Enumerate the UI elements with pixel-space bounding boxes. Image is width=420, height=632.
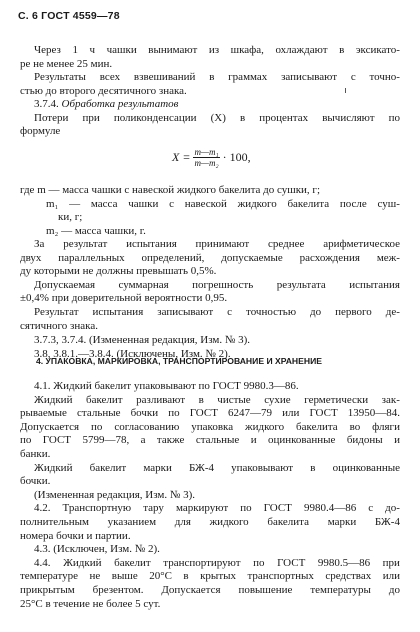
legend-line: где m — масса чашки с навеской жидкого бакелита до сушки, г; (20, 184, 320, 196)
text-line: бочки. (20, 475, 51, 488)
text-line: Жидкий бакелит разливают в чистые сухие герметически зак- (34, 393, 400, 406)
text-line: Результат испытания записывают с точностью до первого де- (34, 305, 400, 318)
text-line: ре не менее 25 мин. (20, 57, 113, 70)
text-line: Результаты всех взвешиваний в граммах записывают с точно- (34, 71, 400, 84)
text-line: стью до второго десятичного знака. (20, 84, 187, 97)
stray-mark (345, 88, 346, 93)
text-line: Потери при поликонденсации (X) в процентах вычисляют по (34, 111, 400, 124)
text-line: ду которыми не должны превышать 0,5%. (20, 265, 217, 278)
legend-line: m₂ — масса чашки, г. (46, 224, 146, 237)
section-4-body (20, 380, 400, 611)
text-line: 4.4. Жидкий бакелит транспортируют по ГОСТ 9980.5—86 при (34, 556, 400, 569)
section-4-heading: 4. УПАКОВКА, МАРКИРОВКА, ТРАНСПОРТИРОВАНИЕ И ХРАНЕНИЕ (36, 356, 322, 366)
section-3-7-4 (20, 98, 400, 139)
text-line: банки. (20, 447, 51, 460)
legend-line: ки, г; (58, 211, 83, 224)
edit-note: (Измененная редакция, Изм. № 3). (34, 488, 196, 501)
formula-rhs: · 100, (222, 150, 251, 164)
text-line: Через 1 ч чашки вынимают из шкафа, охлаждают в эксикато- (34, 44, 400, 56)
text-line: номера бочки и партии. (20, 529, 131, 542)
text-line: температуре не выше 20°C в крытых транспортных средствах или (20, 570, 400, 583)
formula-fraction (193, 147, 219, 168)
text-line: 4.3. (Исключен, Изм. № 2). (34, 543, 160, 556)
text-block-result (20, 238, 400, 333)
text-line: рываемые стальные бочки по ГОСТ 6247—79 или ГОСТ 13950—84. (20, 407, 400, 420)
text-line: Допускается по согласованию упаковка жидкого бакелита во фляги (20, 420, 400, 433)
text-line: по ГОСТ 5799—78, а также стальные и оцинкованные бидоны и (20, 434, 400, 447)
text-line: формуле (20, 125, 61, 138)
text-line: За результат испытания принимают среднее арифметическое (34, 238, 400, 250)
text-line: 25°C в течение не более 5 сут. (20, 597, 161, 610)
formula-denominator: m—m₂ (194, 158, 219, 168)
text-line: двух параллельных определений, допускаемые расхождения меж- (20, 251, 400, 264)
page-header: С. 6 ГОСТ 4559—78 (18, 10, 120, 22)
formula-lhs: X = (172, 150, 191, 164)
text-line: Допускаемая суммарная погрешность результата испытания (34, 278, 400, 291)
section-title: Обработка результатов (61, 98, 179, 110)
section-number: 3.7.4. (34, 98, 59, 110)
text-line: ±0,4% при доверительной вероятности 0,95. (20, 292, 228, 305)
text-line: прикрытым брезентом. Допускается повышение температуры до (20, 583, 400, 596)
formula-numerator: m—m₁ (194, 147, 219, 157)
text-line: Жидкий бакелит марки БЖ-4 упаковывают в оцинкованные (34, 461, 400, 474)
text-block-drying (20, 44, 400, 98)
text-line: полнительным указанием для жидкого бакелита марки БЖ-4 (20, 515, 400, 528)
loss-formula (172, 147, 251, 168)
edit-note: 3.8, 3.8.1.—3.8.4. (Исключены, Изм. № 2). (34, 347, 231, 360)
edit-note: 3.7.3, 3.7.4. (Измененная редакция, Изм. № 3). (34, 334, 251, 346)
text-line: 4.1. Жидкий бакелит упаковывают по ГОСТ 9980.3—86. (34, 380, 299, 392)
legend-line: m₁ — масса чашки с навеской жидкого бакелита после суш- (46, 197, 400, 210)
text-line: 4.2. Транспортную тару маркируют по ГОСТ 9980.4—86 с до- (34, 502, 400, 515)
text-line: сятичного знака. (20, 319, 98, 332)
formula-legend (20, 184, 400, 238)
